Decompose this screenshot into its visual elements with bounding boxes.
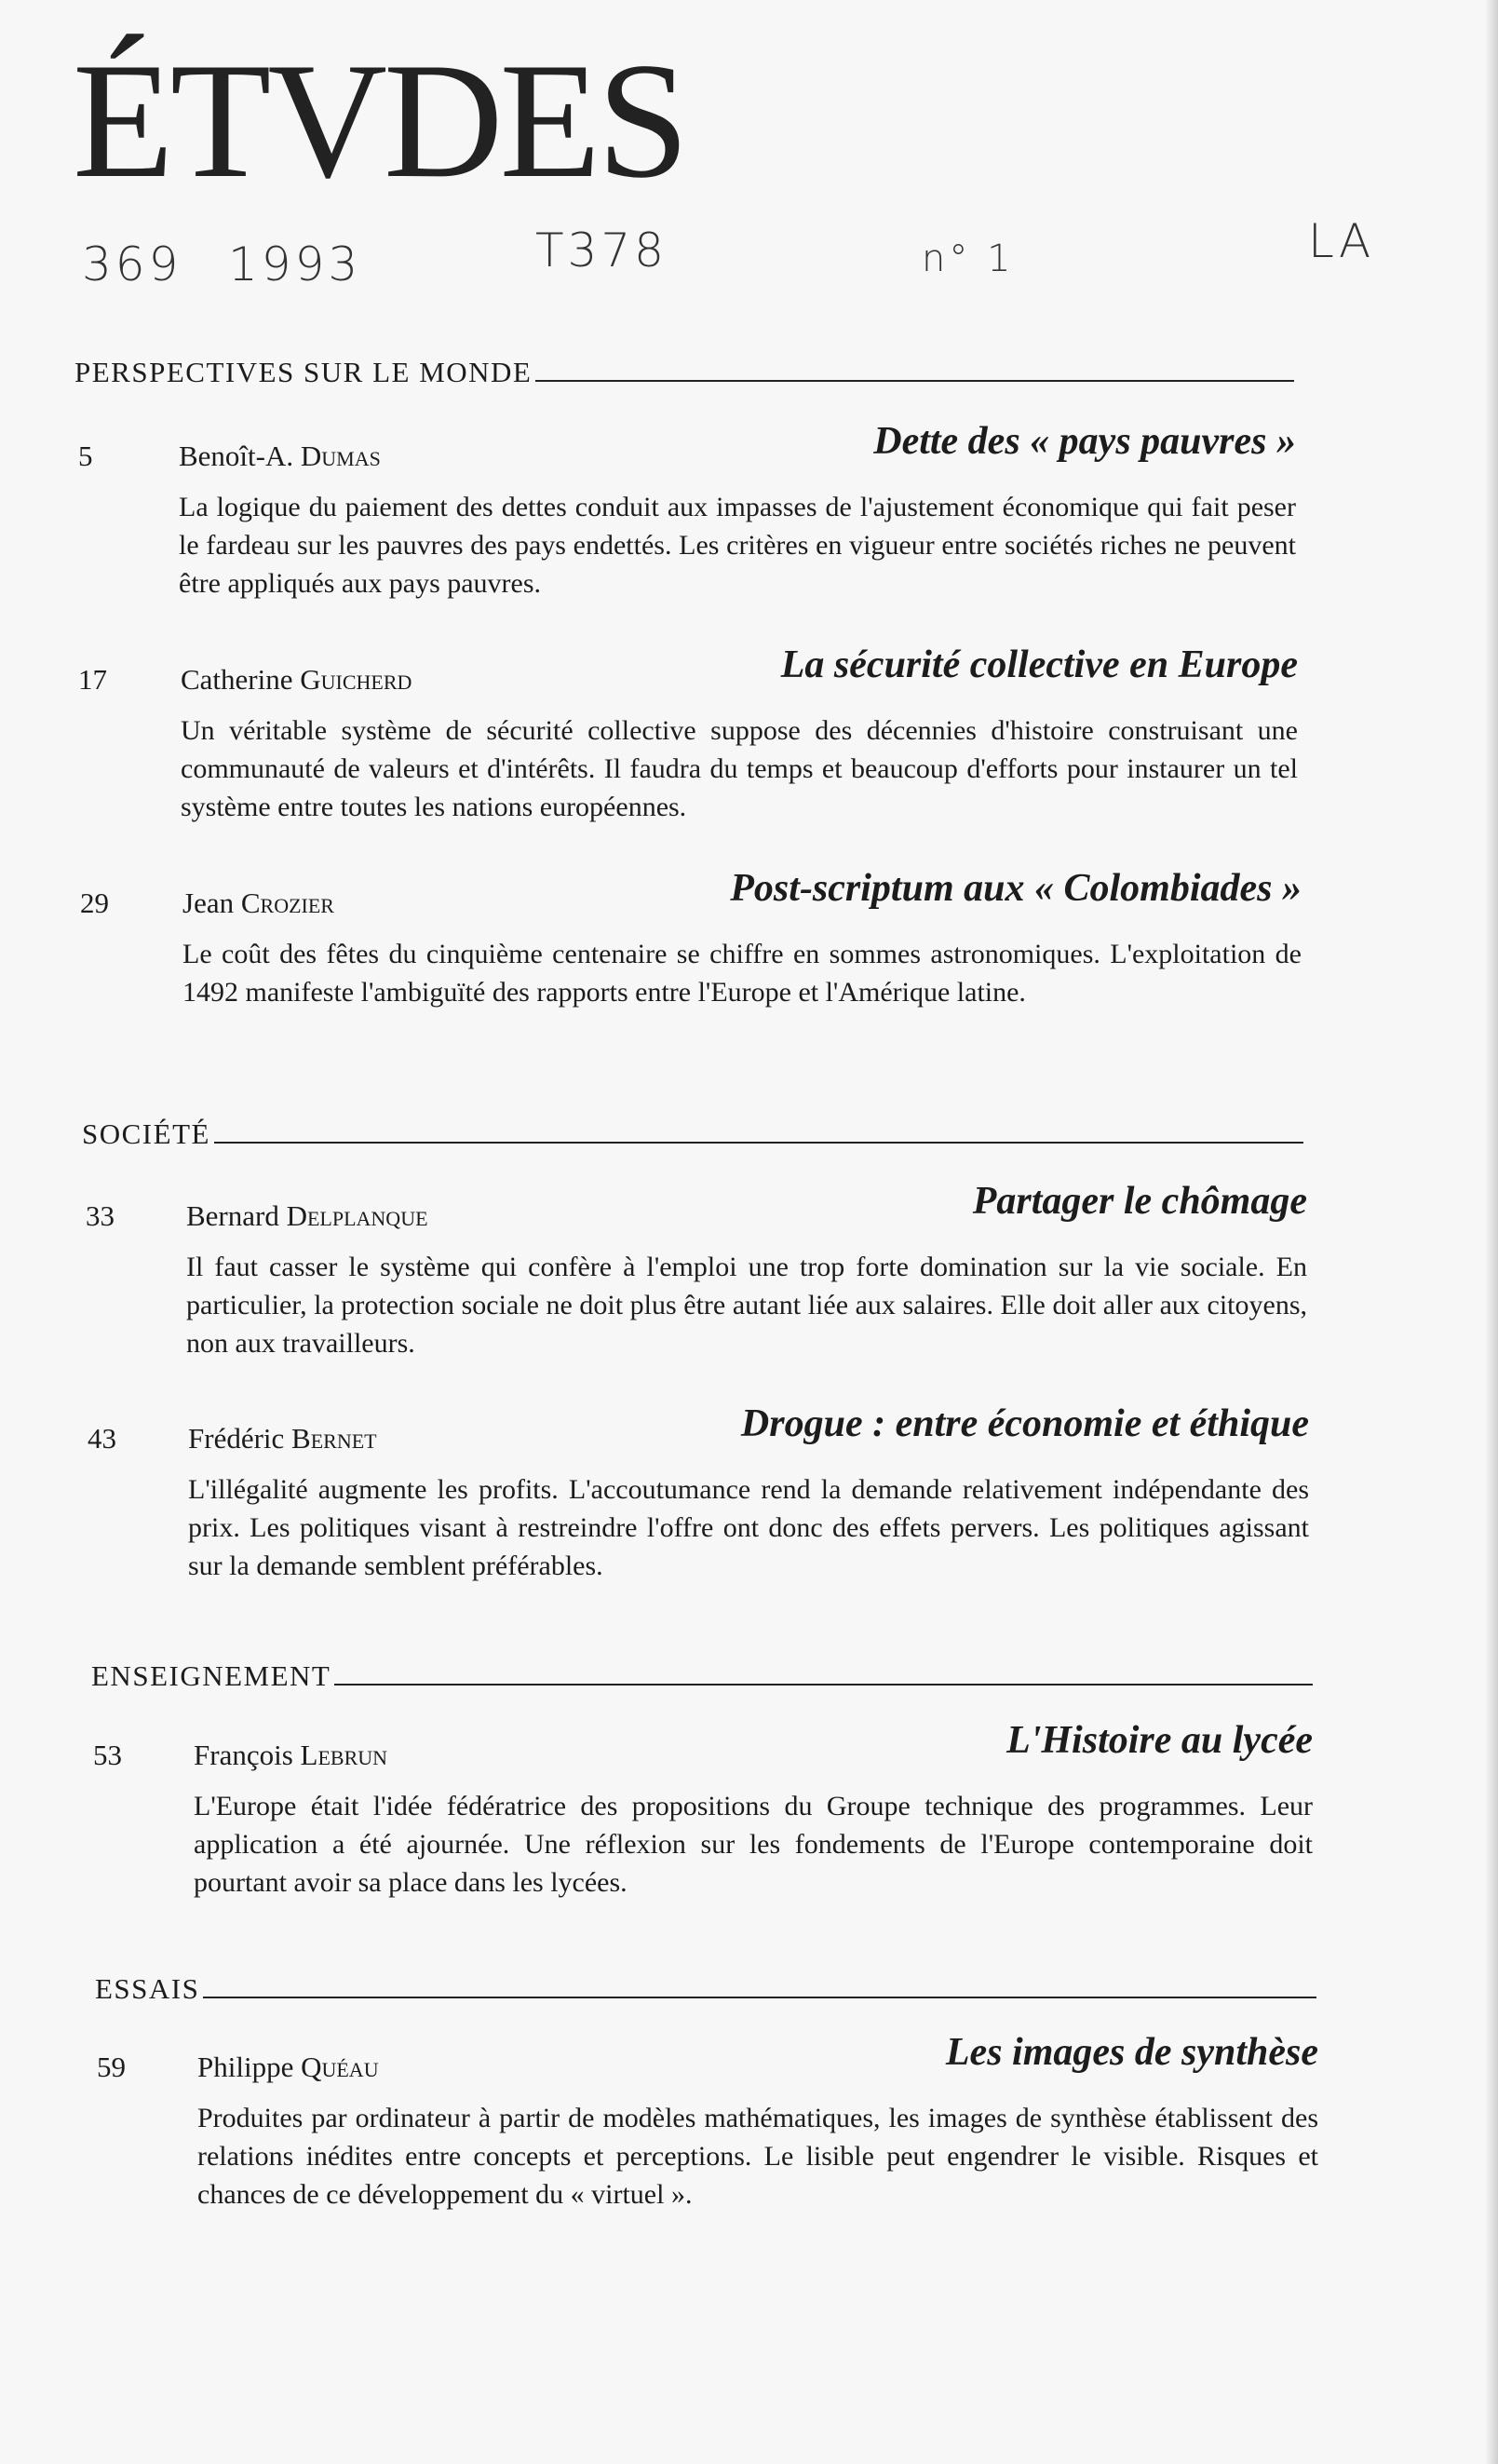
handwritten-mark: LA [1308,214,1375,268]
page-number: 33 [86,1199,115,1232]
handwritten-tome: T378 [535,223,668,278]
article-title[interactable]: Partager le chômage [972,1180,1307,1223]
section-rule [214,1142,1303,1144]
page-number: 5 [78,440,93,472]
article-title[interactable]: Post-scriptum aux « Colombiades » [730,867,1302,910]
handwritten-volume: 369 [82,237,182,291]
section-rule [334,1684,1313,1686]
page-number: 53 [93,1739,122,1771]
article-title[interactable]: La sécurité collective en Europe [780,643,1298,686]
article-entry[interactable] [80,866,1302,1011]
article-abstract: L'Europe était l'idée fédératrice des propositions du Groupe technique des programmes. Leur application a été ajournée. Une réflexion sur les fondements de l'Europe contemporaine doit pourtant avoir sa place dans les lycées. [194,1791,1313,1898]
author: François Lebrun [194,1739,388,1771]
handwritten-year: 1993 [228,237,362,291]
article-title[interactable]: L'Histoire au lycée [1006,1719,1313,1762]
page-number: 59 [97,2051,126,2083]
masthead: ÉTVDES [73,28,686,212]
section-title: PERSPECTIVES SUR LE MONDE [74,356,533,388]
author: Philippe Quéau [197,2051,379,2083]
article-abstract: Il faut casser le système qui confère à l'emploi une trop forte domination sur la vie sociale. En particulier, la protection sociale ne doit plus être autant liée aux salaires. Elle doit aller aux citoyens, non aux travailleurs. [186,1252,1307,1359]
article-entry[interactable] [86,1179,1307,1362]
section-title: SOCIÉTÉ [82,1117,210,1150]
article-entry[interactable] [78,643,1298,826]
author: Benoît-A. Dumas [179,440,381,472]
article-title[interactable]: Drogue : entre économie et éthique [740,1402,1309,1445]
section-rule [203,1997,1316,1998]
author: Jean Crozier [182,887,334,919]
handwritten-number: n° 1 [922,237,1015,280]
section-heading [95,1972,1316,2006]
section-heading [74,356,1294,389]
page-edge-shadow [1485,0,1498,2464]
page-number: 17 [78,663,107,696]
article-entry[interactable] [97,2030,1318,2214]
article-abstract: La logique du paiement des dettes conduit aux impasses de l'ajustement économique qui fait peser le fardeau sur les pauvres des pays endettés. Les critères en vigueur entre sociétés riches ne peuvent être appliqués aux pays pauvres. [179,492,1296,599]
article-title[interactable]: Dette des « pays pauvres » [873,420,1296,463]
article-entry[interactable] [78,419,1296,602]
section-heading [82,1117,1303,1151]
section-heading [91,1659,1313,1693]
page-number: 29 [80,887,109,919]
author: Bernard Delplanque [186,1199,428,1232]
article-abstract: Produites par ordinateur à partir de modèles mathématiques, les images de synthèse établissent des relations inédites entre concepts et perceptions. Le lisible peut engendrer le visible. Risques et chances de ce développement du « virtuel ». [197,2103,1318,2210]
article-title[interactable]: Les images de synthèse [945,2031,1318,2074]
article-entry[interactable] [88,1401,1309,1585]
section-rule [535,380,1294,382]
article-abstract: L'illégalité augmente les profits. L'accoutumance rend la demande relativement indépendante des prix. Les politiques visant à restreindre l'offre ont donc des effets pervers. Les politiques agissant sur la demande semblent préférables. [188,1474,1309,1581]
section-title: ENSEIGNEMENT [91,1659,331,1692]
author: Frédéric Bernet [188,1422,377,1455]
author: Catherine Guicherd [181,663,412,696]
article-abstract: Un véritable système de sécurité collective suppose des décennies d'histoire construisant une communauté de valeurs et d'intérêts. Il faudra du temps et beaucoup d'efforts pour instaurer un tel système entre toutes les nations européennes. [181,715,1298,822]
section-title: ESSAIS [95,1972,200,2005]
article-entry[interactable] [93,1718,1313,1902]
page-number: 43 [88,1422,116,1455]
article-abstract: Le coût des fêtes du cinquième centenaire se chiffre en sommes astronomiques. L'exploitation de 1492 manifeste l'ambiguïté des rapports entre l'Europe et l'Amérique latine. [182,939,1302,1008]
